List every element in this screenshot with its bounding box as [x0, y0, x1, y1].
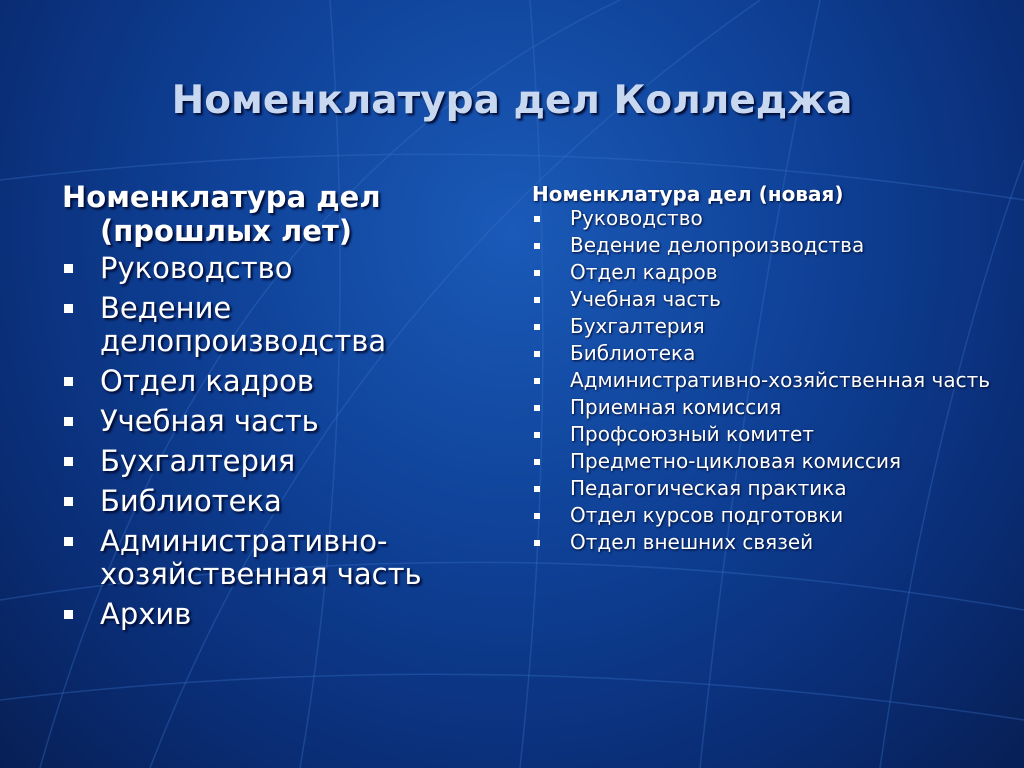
- list-item-label: Отдел курсов подготовки: [570, 503, 844, 527]
- list-item: [532, 262, 1012, 283]
- square-bullet-icon: [534, 459, 540, 465]
- list-item: [532, 424, 1012, 445]
- left-heading-line1: Номенклатура дел: [62, 180, 381, 214]
- list-item: [62, 292, 502, 358]
- list-item-label: Бухгалтерия: [100, 444, 296, 478]
- list-item-label: Учебная часть: [100, 404, 319, 438]
- list-item-label: Отдел кадров: [570, 260, 718, 284]
- square-bullet-icon: [534, 351, 540, 357]
- list-item: [532, 451, 1012, 472]
- list-item: [62, 365, 502, 398]
- square-bullet-icon: [534, 432, 540, 438]
- list-item-label: Приемная комиссия: [570, 395, 782, 419]
- right-list: [532, 208, 1012, 553]
- right-column: [532, 180, 1012, 559]
- list-item: [532, 532, 1012, 553]
- list-item: [62, 405, 502, 438]
- square-bullet-icon: [534, 270, 540, 276]
- right-column-heading: Номенклатура дел (новая): [532, 182, 844, 206]
- list-item: [532, 397, 1012, 418]
- left-column: [62, 180, 502, 638]
- list-item: [532, 235, 1012, 256]
- list-item: [532, 289, 1012, 310]
- slide-title: Номенклатура дел Колледжа: [171, 78, 853, 123]
- list-item-label: Учебная часть: [570, 287, 721, 311]
- list-item-label: Отдел кадров: [100, 364, 314, 398]
- list-item-label: Профсоюзный комитет: [570, 422, 815, 446]
- square-bullet-icon: [534, 297, 540, 303]
- list-item: [532, 208, 1012, 229]
- square-bullet-icon: [534, 378, 540, 384]
- square-bullet-icon: [534, 486, 540, 492]
- list-item-label: Бухгалтерия: [570, 314, 705, 338]
- square-bullet-icon: [64, 417, 73, 426]
- square-bullet-icon: [64, 537, 73, 546]
- list-item: [532, 343, 1012, 364]
- left-column-heading: [62, 180, 502, 248]
- square-bullet-icon: [64, 377, 73, 386]
- square-bullet-icon: [534, 405, 540, 411]
- list-item: [532, 370, 1012, 391]
- square-bullet-icon: [64, 264, 73, 273]
- square-bullet-icon: [64, 457, 73, 466]
- list-item-label: Библиотека: [100, 484, 282, 518]
- list-item: [62, 525, 502, 591]
- list-item-label: Архив: [100, 597, 192, 631]
- list-item-label: Ведение делопроизводства: [570, 233, 865, 257]
- list-item-label: Руководство: [570, 206, 703, 230]
- square-bullet-icon: [534, 324, 540, 330]
- square-bullet-icon: [64, 304, 73, 313]
- list-item: [62, 485, 502, 518]
- list-item-label: Руководство: [100, 251, 293, 285]
- square-bullet-icon: [64, 610, 73, 619]
- list-item-label: Ведение делопроизводства: [100, 291, 387, 358]
- square-bullet-icon: [534, 513, 540, 519]
- list-item: [532, 316, 1012, 337]
- list-item-label: Библиотека: [570, 341, 696, 365]
- list-item-label: Педагогическая практика: [570, 476, 847, 500]
- square-bullet-icon: [534, 216, 540, 222]
- square-bullet-icon: [534, 243, 540, 249]
- left-list: [62, 252, 502, 631]
- square-bullet-icon: [64, 497, 73, 506]
- list-item: [62, 252, 502, 285]
- list-item: [532, 478, 1012, 499]
- list-item: [532, 505, 1012, 526]
- list-item: [62, 598, 502, 631]
- left-heading-line2: (прошлых лет): [100, 214, 353, 248]
- list-item-label: Административно-хозяйственная часть: [100, 524, 422, 591]
- list-item-label: Отдел внешних связей: [570, 530, 814, 554]
- list-item: [62, 445, 502, 478]
- square-bullet-icon: [534, 540, 540, 546]
- list-item-label: Административно-хозяйственная часть: [570, 368, 991, 392]
- list-item-label: Предметно-цикловая комиссия: [570, 449, 902, 473]
